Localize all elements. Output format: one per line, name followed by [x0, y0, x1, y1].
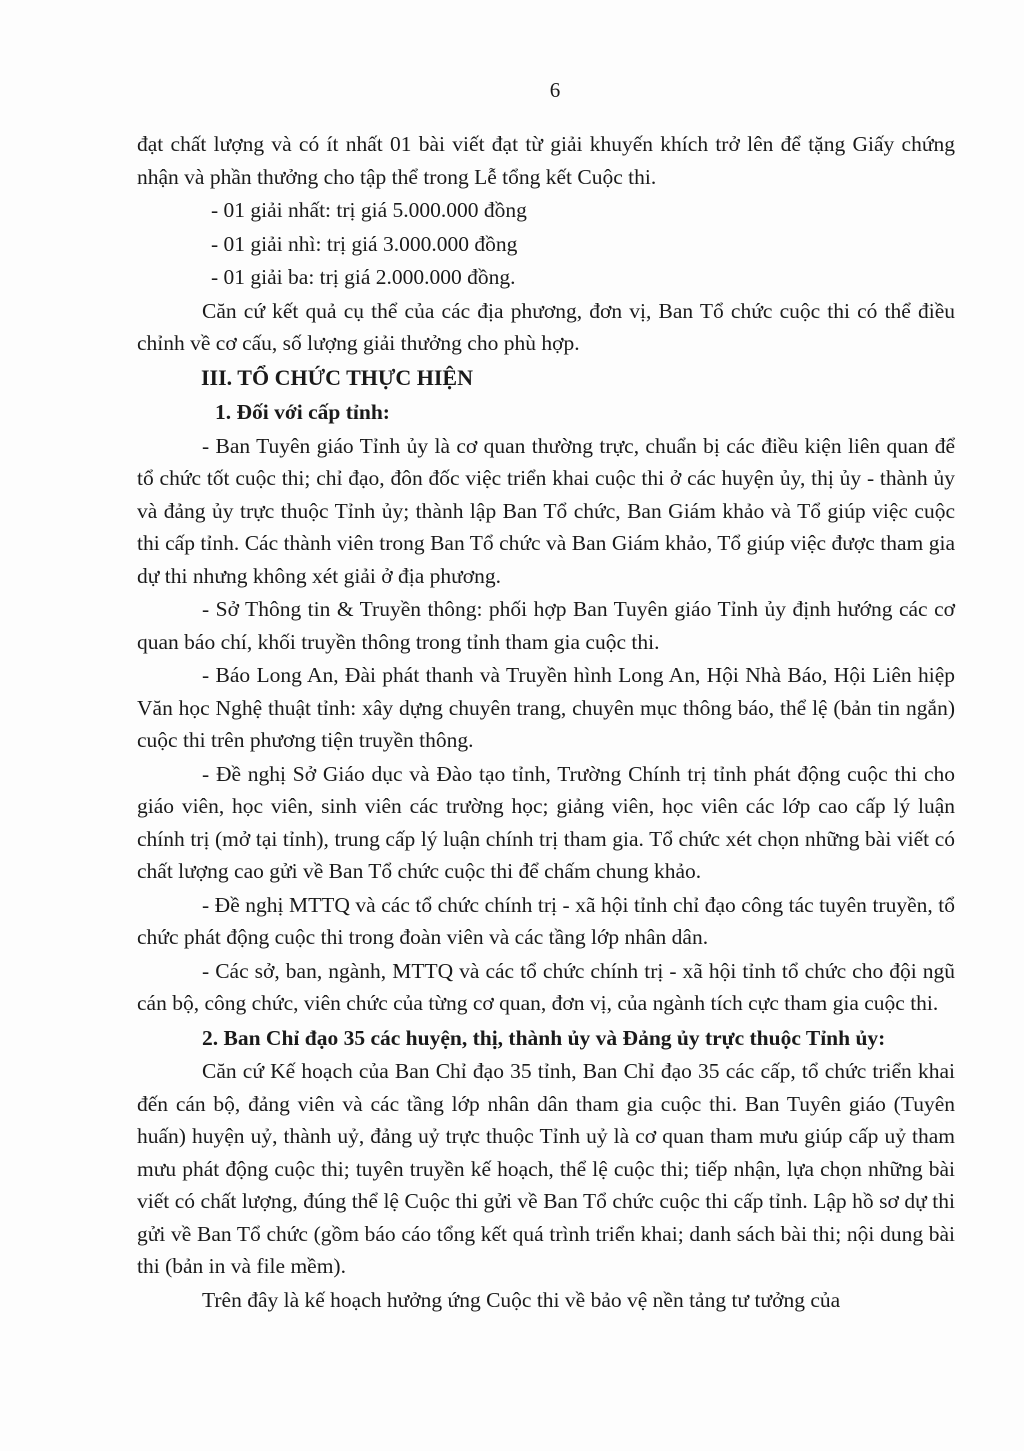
paragraph: - Báo Long An, Đài phát thanh và Truyền hình Long An, Hội Nhà Báo, Hội Liên hiệp Văn học Nghệ thuật tỉnh: xây dựng chuyên trang, chuyên mục thông báo, thể lệ (bản tin ngắn) cuộc thi trên phương tiện truyền thông.	[137, 663, 955, 752]
section-heading: III. TỔ CHỨC THỰC HIỆN	[201, 364, 473, 390]
paragraph: Căn cứ kết quả cụ thể của các địa phương, đơn vị, Ban Tổ chức cuộc thi có thể điều chỉnh về cơ cấu, số lượng giải thưởng cho phù hợp.	[137, 298, 955, 355]
page-number: 6	[549, 78, 561, 102]
paragraph: - Sở Thông tin & Truyền thông: phối hợp Ban Tuyên giáo Tỉnh ủy định hướng các cơ quan báo chí, khối truyền thông trong tỉnh tham gia cuộc thi.	[137, 597, 955, 654]
paragraph: - Đề nghị MTTQ và các tổ chức chính trị - xã hội tỉnh chỉ đạo công tác tuyên truyền, tổ chức phát động cuộc thi trong đoàn viên và các tầng lớp nhân dân.	[137, 892, 955, 949]
subsection-heading: 1. Đối với cấp tỉnh:	[215, 400, 390, 424]
prize-item-first: - 01 giải nhất: trị giá 5.000.000 đồng	[211, 198, 527, 222]
paragraph: - Ban Tuyên giáo Tỉnh ủy là cơ quan thường trực, chuẩn bị các điều kiện liên quan để tổ chức tốt cuộc thi; chỉ đạo, đôn đốc việc triển khai cuộc thi ở các huyện ủy, thị ủy - thành ủy và đảng ủy trực thuộc Tỉnh ủy; thành lập Ban Tổ chức, Ban Giám khảo và Tổ giúp việc cuộc thi cấp tỉnh. Các thành viên trong Ban Tổ chức và Ban Giám khảo, Tổ giúp việc được tham gia dự thi nhưng không xét giải ở địa phương.	[137, 433, 955, 588]
paragraph: Căn cứ Kế hoạch của Ban Chỉ đạo 35 tỉnh, Ban Chỉ đạo 35 các cấp, tổ chức triển khai đến cán bộ, đảng viên và các tầng lớp nhân dân tham gia cuộc thi. Ban Tuyên giáo (Tuyên huấn) huyện uỷ, thành uỷ, đảng uỷ trực thuộc Tỉnh uỷ là cơ quan tham mưu giúp cấp uỷ tham mưu phát động cuộc thi; tuyên truyền kế hoạch, thể lệ cuộc thi; tiếp nhận, lựa chọn những bài viết có chất lượng, đúng thể lệ Cuộc thi gửi về Ban Tổ chức cuộc thi cấp tỉnh. Lập hồ sơ dự thi gửi về Ban Tổ chức (gồm báo cáo tổng kết quá trình triển khai; danh sách bài thi; nội dung bài thi (bản in và file mềm).	[137, 1059, 955, 1278]
document-body	[137, 128, 955, 1317]
paragraph: - Các sở, ban, ngành, MTTQ và các tổ chức chính trị - xã hội tỉnh tổ chức cho đội ngũ cán bộ, công chức, viên chức của từng cơ quan, đơn vị, của ngành tích cực tham gia cuộc thi.	[137, 958, 955, 1015]
paragraph: Trên đây là kế hoạch hưởng ứng Cuộc thi về bảo vệ nền tảng tư tưởng của	[202, 1287, 841, 1312]
prize-item-second: - 01 giải nhì: trị giá 3.000.000 đồng	[211, 231, 518, 256]
prize-item-third: - 01 giải ba: trị giá 2.000.000 đồng.	[211, 265, 516, 289]
subsection-heading: 2. Ban Chỉ đạo 35 các huyện, thị, thành ủy và Đảng ủy trực thuộc Tỉnh ủy:	[202, 1025, 886, 1050]
paragraph: - Đề nghị Sở Giáo dục và Đào tạo tỉnh, Trường Chính trị tỉnh phát động cuộc thi cho giáo viên, học viên, sinh viên các trường học; giảng viên, học viên các lớp cao cấp lý luận chính trị (mở tại tỉnh), trung cấp lý luận chính trị tham gia. Tổ chức xét chọn những bài viết có chất lượng cao gửi về Ban Tổ chức cuộc thi để chấm chung khảo.	[137, 761, 955, 883]
paragraph: đạt chất lượng và có ít nhất 01 bài viết đạt từ giải khuyến khích trở lên để tặng Giấy chứng nhận và phần thưởng cho tập thể trong Lễ tổng kết Cuộc thi.	[137, 132, 955, 189]
